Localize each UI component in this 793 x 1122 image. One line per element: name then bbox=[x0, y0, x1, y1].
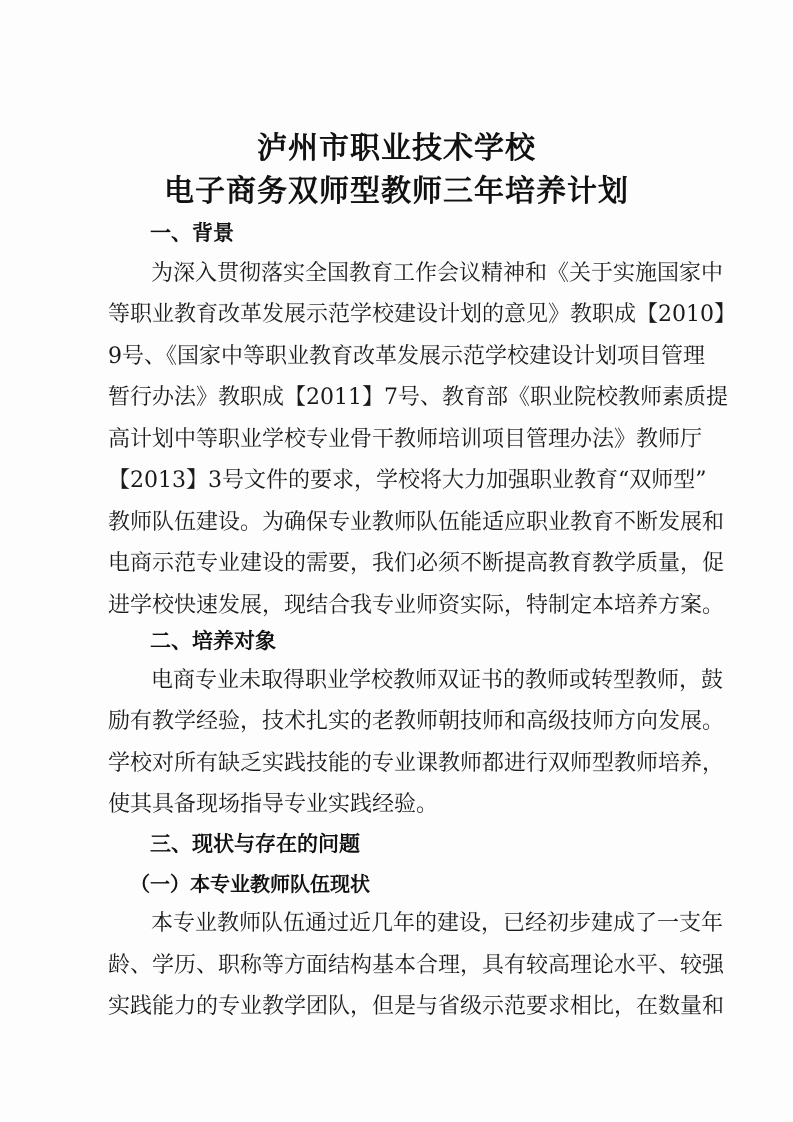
document-title-line1: 泸州市职业技术学校 bbox=[257, 131, 536, 166]
paragraph-line: 暂行办法》教职成【2011】7号、教育部《职业院校教师素质提 bbox=[108, 385, 728, 410]
document-title-line2: 电子商务双师型教师三年培养计划 bbox=[164, 174, 629, 209]
paragraph-line: 进学校快速发展，现结合我专业师资实际，特制定本培养方案。 bbox=[108, 593, 725, 618]
paragraph-line: 龄、学历、职称等方面结构基本合理，具有较高理论水平、较强 bbox=[108, 953, 725, 978]
paragraph-line: 使其具备现场指导专业实践经验。 bbox=[108, 792, 439, 817]
paragraph-line: 等职业教育改革发展示范学校建设计划的意见》教职成【2010】 bbox=[108, 302, 736, 327]
paragraph-line: 高计划中等职业学校专业骨干教师培训项目管理办法》教师厅 bbox=[108, 427, 703, 452]
paragraph-line: 本专业教师队伍通过近几年的建设，已经初步建成了一支年 bbox=[151, 911, 724, 936]
paragraph-line: 电商示范专业建设的需要，我们必须不断提高教育教学质量，促 bbox=[108, 551, 725, 576]
paragraph-line: 【2013】3号文件的要求，学校将大力加强职业教育“双师型” bbox=[108, 468, 707, 493]
paragraph-line: 励有教学经验，技术扎实的老教师朝技师和高级技师方向发展。 bbox=[108, 709, 725, 734]
paragraph-line: 教师队伍建设。为确保专业教师队伍能适应职业教育不断发展和 bbox=[108, 510, 725, 535]
paragraph-line: 9号、《国家中等职业教育改革发展示范学校建设计划项目管理 bbox=[108, 344, 705, 369]
paragraph-line: 学校对所有缺乏实践技能的专业课教师都进行双师型教师培养， bbox=[108, 751, 725, 776]
paragraph-line: 实践能力的专业教学团队，但是与省级示范要求相比，在数量和 bbox=[108, 994, 725, 1019]
paragraph-line: 为深入贯彻落实全国教育工作会议精神和《关于实施国家中 bbox=[151, 261, 724, 286]
subsection-heading-current-staff: （一）本专业教师队伍现状 bbox=[130, 872, 370, 896]
paragraph-line: 电商专业未取得职业学校教师双证书的教师或转型教师，鼓 bbox=[151, 668, 724, 693]
section-heading-background: 一、背景 bbox=[150, 221, 234, 245]
section-heading-target: 二、培养对象 bbox=[150, 629, 276, 653]
section-heading-status: 三、现状与存在的问题 bbox=[150, 832, 360, 856]
